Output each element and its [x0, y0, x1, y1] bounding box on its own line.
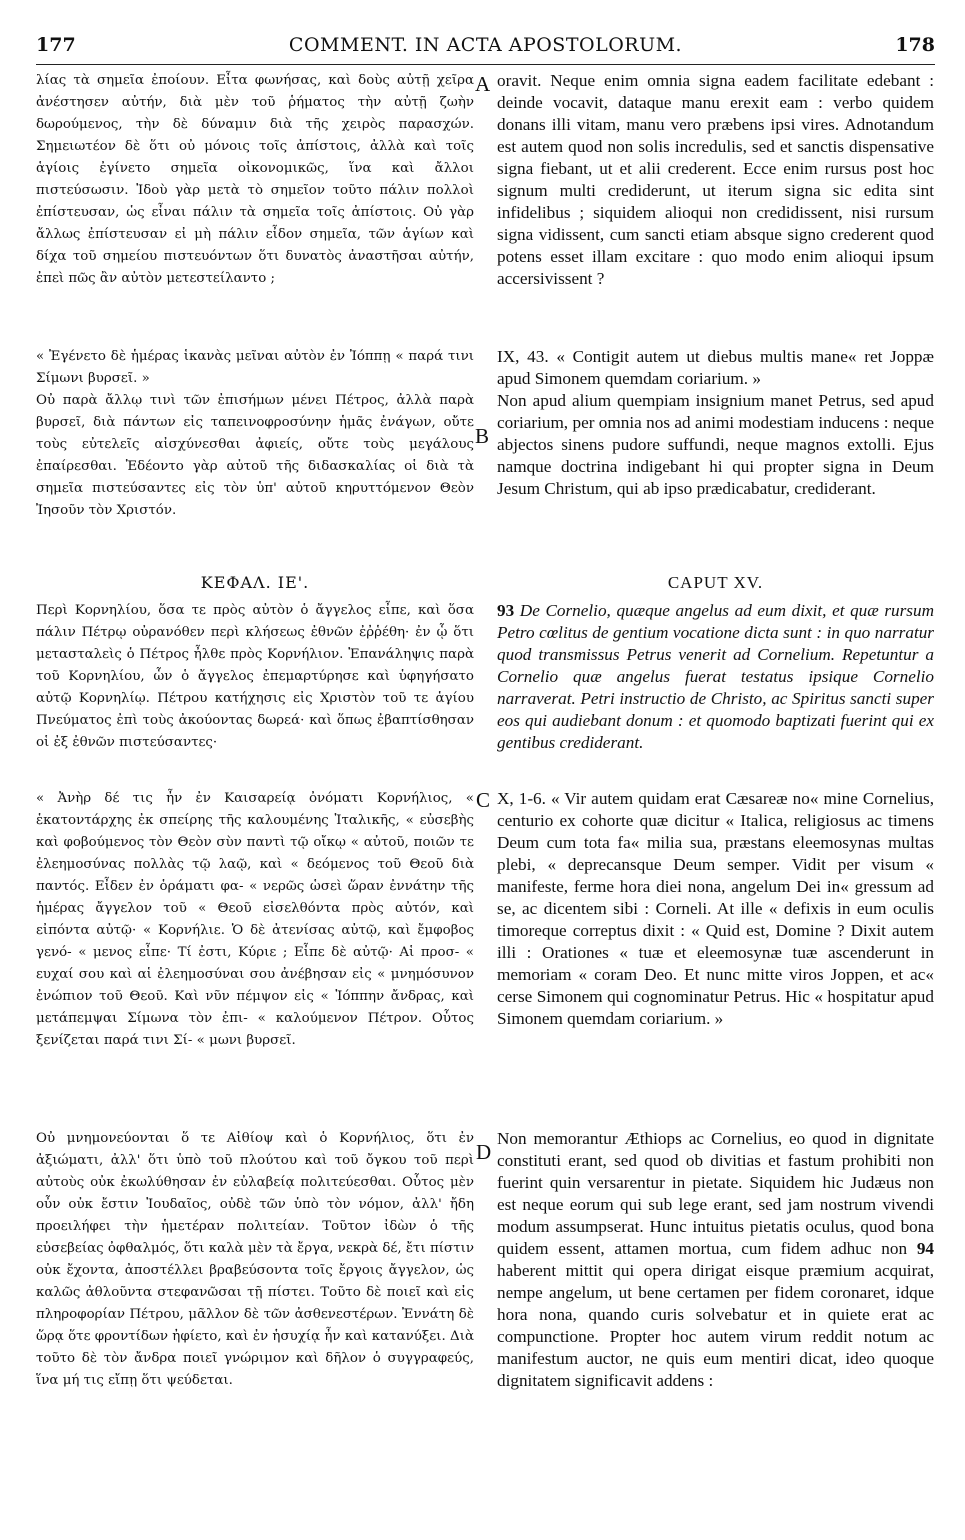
- latin-text-2: IX, 43. « Contigit autem ut diebus multis mane« ret Joppæ apud Simonem quemdam coriarium. »: [497, 347, 934, 388]
- greek-paragraph: [36, 1128, 474, 1458]
- latin-text-5a: Non memorantur Æthiops ac Cornelius, eo quod in dignitate constituti erant, sed quod ob divitias et fastum prohibiti non fuerint quin versarentur in pietate. Siquidem hic Judæus non est neque eorum qui sub lege erant, sed jam nostrum vivendi modum assumpserat. Hunc intuitus pietatis oculus, quod bona quidem essent, attamen mortua, cum fidem adhuc non: [497, 1129, 934, 1258]
- greek-text-2: « Ἐγένετο δὲ ἡμέρας ἱκανὰς μεῖναι αὐτὸν ἐν Ἰόππῃ « παρά τινι Σίμωνι βυρσεῖ. »: [36, 349, 474, 386]
- greek-text-3: Οὐ παρὰ ἄλλῳ τινὶ τῶν ἐπισήμων μένει Πέτρος, ἀλλὰ παρὰ βυρσεῖ, διὰ πάντων εἰς ταπεινοφροσύνην ἡμᾶς ἐνάγων, οὔτε τοὺς εὐτελεῖς αἰσχύνεσθαι ἀφιείς, οὔτε τοὺς μεγάλους ἐπαίρεσθαι. Ἐδέοντο γὰρ αὐτοῦ τῆς διδασκαλίας οἱ διὰ τὰ σημεῖα πιστεύσαντες εἰς τὸν ὑπ' αὐτοῦ κηρυττόμενον Θεὸν Ἰησοῦν τὸν Χριστόν.: [36, 393, 474, 518]
- left-page-number: 177: [36, 34, 76, 56]
- latin-paragraph: [497, 390, 934, 566]
- latin-chapter-heading: CAPUT XV.: [667, 573, 764, 592]
- latin-column: [497, 70, 934, 1458]
- greek-scripture-quote: [36, 346, 474, 390]
- latin-paragraph: [497, 1128, 934, 1458]
- greek-text-1: λίας τὰ σημεῖα ἐποίουν. Εἶτα φωνήσας, καὶ δοὺς αὐτῇ χεῖρα ἀνέστησεν αὐτήν, διὰ μὲν τοῦ ῥήματος τὴν αὐτῇ ζωὴν δωρούμενος, τὴν δὲ δύναμιν διὰ τῆς χειρὸς παρασχών. Σημειωτέον δὲ ὅτι οὐ μόνοις τοῖς ἀπίστοις, ἀλλὰ καὶ τοῖς ἁγίοις ἐγίνετο σημεῖα οἰκονομικῶς, ἵνα καὶ ἄλλοι πιστεύσωσιν. Ἰδοὺ γὰρ μετὰ τὸ σημεῖον τοῦτο πάλιν πολλοὶ ἐπίστευσαν, ὡς εἶναι πάλιν τὰ σημεῖα τοῖς ἀπίστοις. Οὐ γὰρ ἄλλως ἐπίστευσαν εἰ μὴ πάλιν εἶδον σημεῖα, τῶν ἁγίων καὶ δίχα τοῦ σημείου πιστευόντων ὅτι δυνατὸς ἀναστῆσαι αὐτήν, ἐπεὶ πῶς ἂν αὐτὸν μετεστείλαντο ;: [36, 73, 474, 286]
- header-rule: [36, 64, 935, 65]
- margin-marker-a: A: [475, 72, 491, 96]
- greek-paragraph: [36, 390, 474, 566]
- section-number: 93: [497, 601, 515, 620]
- latin-text-4: X, 1-6. « Vir autem quidam erat Cæsareæ no« mine Cornelius, centurio ex cohorte quæ dicitur « Italica, religiosus ac timens Deum cum tota fa« milia sua, præstans eleemosynas multas plebi, « deprecansque Deum semper. Vidit per visum « manifeste, ferme hora diei nona, angelum Dei in« gressum ad se, ac dicentem sibi : Corneli. At ille « defixis in eum oculis timoreque correptus dixit : « Quid est, Domine ? Dixit autem illi : Orationes « tuæ et eleemosynæ tuæ ascenderunt in memoriam « coram Deo. Et nunc mitte viros Joppen, et ac« cerse Simonem qui cognominatur Petrus. Hic « hospitatur apud Simonem quemdam coriarium. »: [497, 789, 934, 1028]
- margin-marker-c: C: [476, 788, 491, 812]
- margin-marker-d: D: [476, 1140, 492, 1164]
- latin-text-summary: De Cornelio, quæque angelus ad eum dixit, et quæ rursum Petro cœlitus de gentium vocatione dicta sunt : in quo narratur quod transmissus Petrus venerit ad Cornelium. Repetuntur a Cornelio quæ angelus fuerat testatus ipsique Cornelio narraverat. Petri instructio de Christo, ac Spiritus sancti super eos qui audiebant donum : et quomodo baptizati fuerint qui ex gentibus crediderant.: [497, 601, 934, 752]
- greek-text-summary: Περὶ Κορνηλίου, ὅσα τε πρὸς αὐτὸν ὁ ἄγγελος εἶπε, καὶ ὅσα πάλιν Πέτρῳ οὐρανόθεν περὶ κλήσεως ἐθνῶν ἐῤῥέθη· ἐν ᾧ ὅτι μετασταλεὶς ὁ Πέτρος ἦλθε πρὸς Κορνήλιον. Ἐπανάληψις παρὰ τοῦ Κορνηλίου, ὧν ὁ ἄγγελος ἐπεμαρτύρησε καὶ ὑφηγήσατο αὐτῷ Κορνηλίῳ. Πέτρου κατήχησις εἰς Χριστὸν τοῦ τε ἁγίου Πνεύματος ἐπὶ τοὺς ἀκούοντας δωρεά· καὶ ὅπως ἐβαπτίσθησαν οἱ ἐξ ἐθνῶν πιστεύσαντες·: [36, 603, 474, 750]
- latin-scripture-quote: [497, 346, 934, 390]
- greek-chapter-heading: ΚΕΦΑΛ. ΙΕ'.: [200, 573, 310, 592]
- latin-chapter-summary: [497, 600, 934, 788]
- greek-chapter-summary: [36, 600, 474, 788]
- section-number: 94: [916, 1239, 934, 1258]
- margin-marker-b: B: [475, 424, 490, 448]
- latin-text-3: Non apud alium quempiam insignium manet Petrus, sed apud coriarium, per omnia nos ad animi modestiam inducens : neque abjectos sinens pudore suffundi, neque magnos extolli. Ejus namque doctrina indigebant hi qui propter signa in Deum Jesum Christum, qui ab ipso prædicabatur, crediderant.: [497, 391, 934, 498]
- running-title: COMMENT. IN ACTA APOSTOLORUM.: [288, 34, 683, 56]
- latin-text-1: oravit. Neque enim omnia signa eadem facilitate edebant : deinde vocavit, dataque manu erexit eam : verbo quidem donans illi vitam, manu vero præbens ipsi vires. Adnotandum est autem quod non solis incredulis, sed et sanctis dispensative signa fiebant, ut et alii crederent. Ecce enim rursus post hoc signum multi crediderunt, ut iterum signa sic edita sint infidelibus ; siquidem alioqui non credidissent, nisi rursum signa vidissent, cum sancti etiam absque signo crederent quod potens esset illam excitare : quo modo enim alioqui ipsum accersivissent ?: [497, 71, 934, 288]
- right-page-number: 178: [895, 34, 935, 56]
- greek-scripture-quote: [36, 788, 474, 1128]
- latin-scripture-quote: [497, 788, 934, 1128]
- greek-paragraph: [36, 70, 474, 346]
- latin-text-5b: haberent mittit qui opera dirigat eisque præmium acquirat, nempe angelum, ut bene certamen per fidem coronaret, idque hora nona, quando curis solvebatur et in quiete erat ac compunctione. Propter hoc autem virum reddit notum ac manifestum auctor, ne quis eum mentiri dicat, ideo quoque dignitatem significavit addens :: [497, 1261, 934, 1390]
- greek-column: [36, 70, 474, 1458]
- running-header: [36, 34, 935, 64]
- greek-text-4: « Ἀνὴρ δέ τις ἦν ἐν Καισαρείᾳ ὀνόματι Κορνήλιος, « ἑκατοντάρχης ἐκ σπείρης τῆς καλουμένης Ἰταλικῆς, « εὐσεβὴς καὶ φοβούμενος τὸν Θεὸν σὺν παντὶ τῷ οἴκῳ « αὐτοῦ, ποιῶν τε ἐλεημοσύνας πολλὰς τῷ λαῷ, καὶ « δεόμενος τοῦ Θεοῦ διὰ παντός. Εἶδεν ἐν ὁράματι φα- « νερῶς ὡσεὶ ὥραν ἐννάτην τῆς ἡμέρας ἄγγελον τοῦ « Θεοῦ εἰσελθόντα πρὸς αὐτόν, καὶ εἰπόντα αὐτῷ· « Κορνήλιε. Ὁ δὲ ἀτενίσας αὐτῷ, καὶ ἔμφοβος γενό- « μενος εἶπε· Τί ἐστι, Κύριε ; Εἶπε δὲ αὐτῷ· Αἱ προσ- « ευχαί σου καὶ αἱ ἐλεημοσύναι σου ἀνέβησαν εἰς « μνημόσυνον ἐνώπιον τοῦ Θεοῦ. Καὶ νῦν πέμψον εἰς « Ἰόππην ἄνδρας, καὶ μετάπεμψαι Σίμωνα τὸν ἐπι- « καλούμενον Πέτρον. Οὗτος ξενίζεται παρά τινι Σί- « μωνι βυρσεῖ.: [36, 791, 474, 1048]
- latin-paragraph: [497, 70, 934, 346]
- greek-text-5: Οὐ μνημονεύονται ὅ τε Αἰθίοψ καὶ ὁ Κορνήλιος, ὅτι ἐν ἀξιώματι, ἀλλ' ὅτι ὑπὸ τοῦ πλούτου καὶ τοῦ ὄγκου τοῦ περὶ αὐτοὺς οὐκ ἐκωλύθησαν ἐν εὐλαβείᾳ πολιτεύεσθαι. Οὗτος μὲν οὖν οὐκ ἔστιν Ἰουδαῖος, οὐδὲ τῶν ὑπὸ τὸν νόμον, ἀλλ' ἤδη προειλήφει τὴν ἡμετέραν πολιτείαν. Τοῦτον ἰδὼν ὁ τῆς εὐσεβείας ὀφθαλμός, ὅτι καλὰ μὲν τὰ ἔργα, νεκρὰ δέ, ἔτι πίστιν οὐκ ἔχοντα, ἀποστέλλει βραβεύσοντα τοῖς ἔργοις ἄγγελον, ὡς καλῶς ἀθλοῦντα στεφανῶσαι τῇ πίστει. Τοῦτο δὲ ποιεῖ καὶ εἰς πληροφορίαν Πέτρου, μᾶλλον δὲ τῶν ἀσθενεστέρων. Ἐννάτη δὲ ὥρᾳ ὅτε φροντίδων ἠφίετο, καὶ ἐν ἡσυχίᾳ ἦν καὶ κατανύξει. Διὰ τοῦτο δὲ τὸν ἄνδρα ποιεῖ γνώριμον καὶ δῆλον ὁ συγγραφεύς, ἵνα μή τις εἴπῃ ὅτι ψεύδεται.: [36, 1131, 474, 1388]
